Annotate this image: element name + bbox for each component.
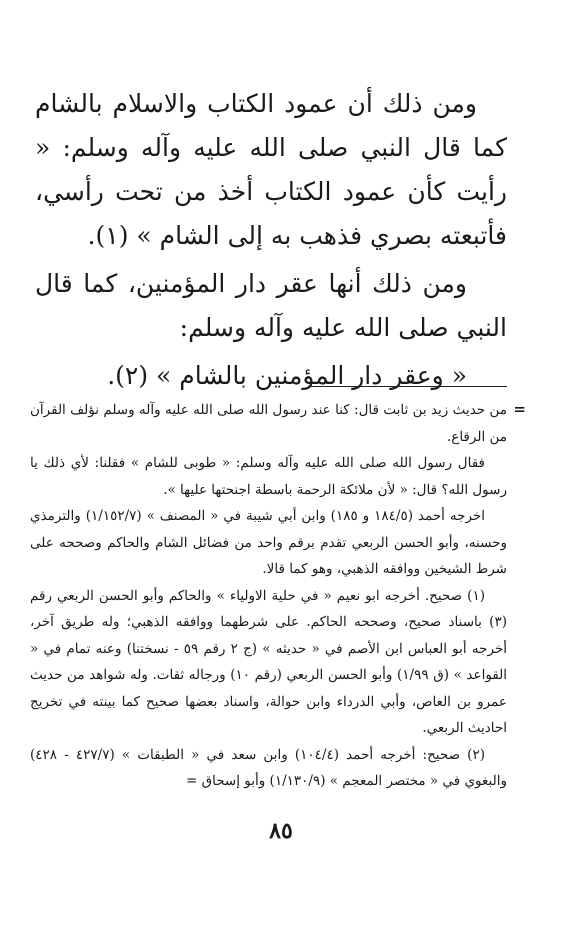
footnote-2: (٢) صحيح: أخرجه أحمد (١٠٤/٤) وابن سعد في « الطبقات » (٤٢٧/٧ - ٤٢٨) والبغوي في « مختصر المعجم » (١/١٣٠/٩) وأبو إسحاق = [30,746,507,789]
main-paragraph-1: ومن ذلك أن عمود الكتاب والاسلام بالشام كما قال النبي صلى الله عليه وآله وسلم: « رأيت كأن عمود الكتاب أخذ من تحت رأسي، فأتبعته بصري فذهب به إلى الشام » (١). [35,89,507,250]
footnote-continuation-mark: = [513,400,526,418]
footnote-hadith-text: فقال رسول الله صلى الله عليه وآله وسلم: « طوبى للشام » فقلنا: لأي ذلك يا رسول الله؟ قال: « لأن ملائكة الرحمة باسطة اجنحتها عليها ». [30,455,507,498]
main-paragraph-2: ومن ذلك أنها عقر دار المؤمنين، كما قال النبي صلى الله عليه وآله وسلم: [35,269,507,342]
footnote-1: (١) صحيح. أخرجه ابو نعيم « في حلية الاولياء » والحاكم وأبو الحسن الربعي رقم (٣) باسناد صحيح، وصححه الحاكم. على شرطهما ووافقه الذهبي؛ وله طريق آخر، أخرجه أبو العباس ابن الأصم في « حديثه » (ج ٢ رقم ٥٩ - نسختنا) وعنه تمام في « القواعد » (ق ١/٩٩) وأبو الحسن الربعي (رقم ١٠) ورجاله ثقات. وله شواهد من حديث عمرو بن العاص، وأبي الدرداء وابن حوالة، واسناد بعضها صحيح كما بينته في تخريج احاديث الربعي. [30,587,507,736]
footnotes-section [30,397,507,795]
footnote-divider [311,386,507,387]
footnote-takhrij-text: اخرجه أحمد (١٨٤/٥ و ١٨٥) وابن أبي شيبة في « المصنف » (١/١٥٢/٧) والترمذي وحسنه، وأبو الحسن الربعي تقدم برقم واحد من فضائل الشام والحاكم وصححه على شرط الشيخين ووافقه الذهبي، وهو كما قالا. [30,508,507,577]
main-body-text [35,82,507,402]
main-paragraph-quote: « وعقر دار المؤمنين بالشام » (٢). [107,361,467,390]
page-number: ٨٥ [269,818,293,844]
footnote-continued-text: من حديث زيد بن ثابت قال: كنا عند رسول الله صلى الله عليه وآله وسلم نؤلف القرآن من الرقاع. [30,402,507,445]
